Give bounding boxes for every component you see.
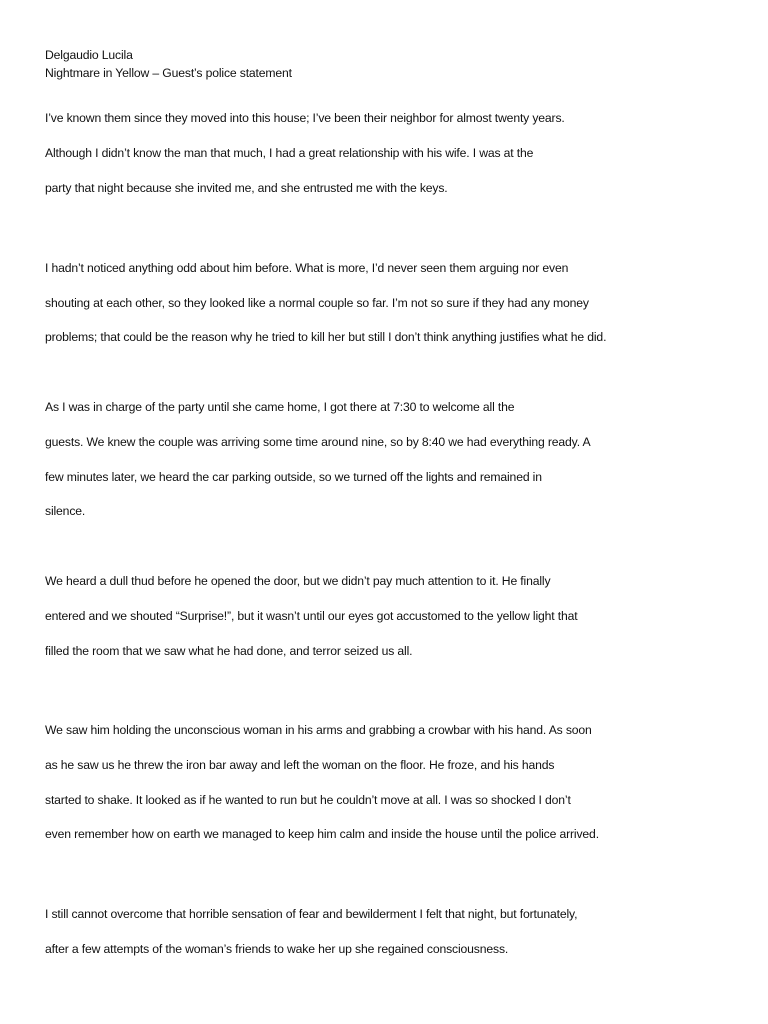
paragraph-line: Although I didn’t know the man that much, I had a great relationship with his wife. I was at the xyxy=(45,146,534,160)
paragraph-line: shouting at each other, so they looked like a normal couple so far. I’m not so sure if they had any money xyxy=(45,296,589,310)
document-title: Nightmare in Yellow – Guest’s police statement xyxy=(45,66,292,80)
paragraph-line: even remember how on earth we managed to keep him calm and inside the house until the police arrived. xyxy=(45,827,599,841)
paragraph-line: We heard a dull thud before he opened the door, but we didn’t pay much attention to it. He finally xyxy=(45,574,551,588)
paragraph-line: I hadn’t noticed anything odd about him before. What is more, I’d never seen them arguing nor even xyxy=(45,261,569,275)
paragraph-line: few minutes later, we heard the car parking outside, so we turned off the lights and remained in xyxy=(45,470,542,484)
paragraph-line: We saw him holding the unconscious woman in his arms and grabbing a crowbar with his hand. As soon xyxy=(45,723,592,737)
paragraph-line: as he saw us he threw the iron bar away and left the woman on the floor. He froze, and his hands xyxy=(45,758,555,772)
paragraph-line: I still cannot overcome that horrible sensation of fear and bewilderment I felt that night, but fortunately, xyxy=(45,907,578,921)
paragraph-line: As I was in charge of the party until she came home, I got there at 7:30 to welcome all the xyxy=(45,400,515,414)
paragraph-line: after a few attempts of the woman’s friends to wake her up she regained consciousness. xyxy=(45,942,509,956)
paragraph-line: filled the room that we saw what he had done, and terror seized us all. xyxy=(45,644,413,658)
paragraph-line: started to shake. It looked as if he wanted to run but he couldn’t move at all. I was so shocked I don’t xyxy=(45,793,571,807)
paragraph-line: silence. xyxy=(45,504,86,518)
paragraph-line: entered and we shouted “Surprise!”, but it wasn’t until our eyes got accustomed to the yellow light that xyxy=(45,609,578,623)
paragraph-line: problems; that could be the reason why he tried to kill her but still I don’t think anything justifies what he did. xyxy=(45,330,607,344)
paragraph-line: party that night because she invited me, and she entrusted me with the keys. xyxy=(45,181,448,195)
paragraph-line: guests. We knew the couple was arriving some time around nine, so by 8:40 we had everything ready. A xyxy=(45,435,591,449)
paragraph-line: I’ve known them since they moved into this house; I’ve been their neighbor for almost twenty years. xyxy=(45,111,565,125)
author-name: Delgaudio Lucila xyxy=(45,48,133,62)
